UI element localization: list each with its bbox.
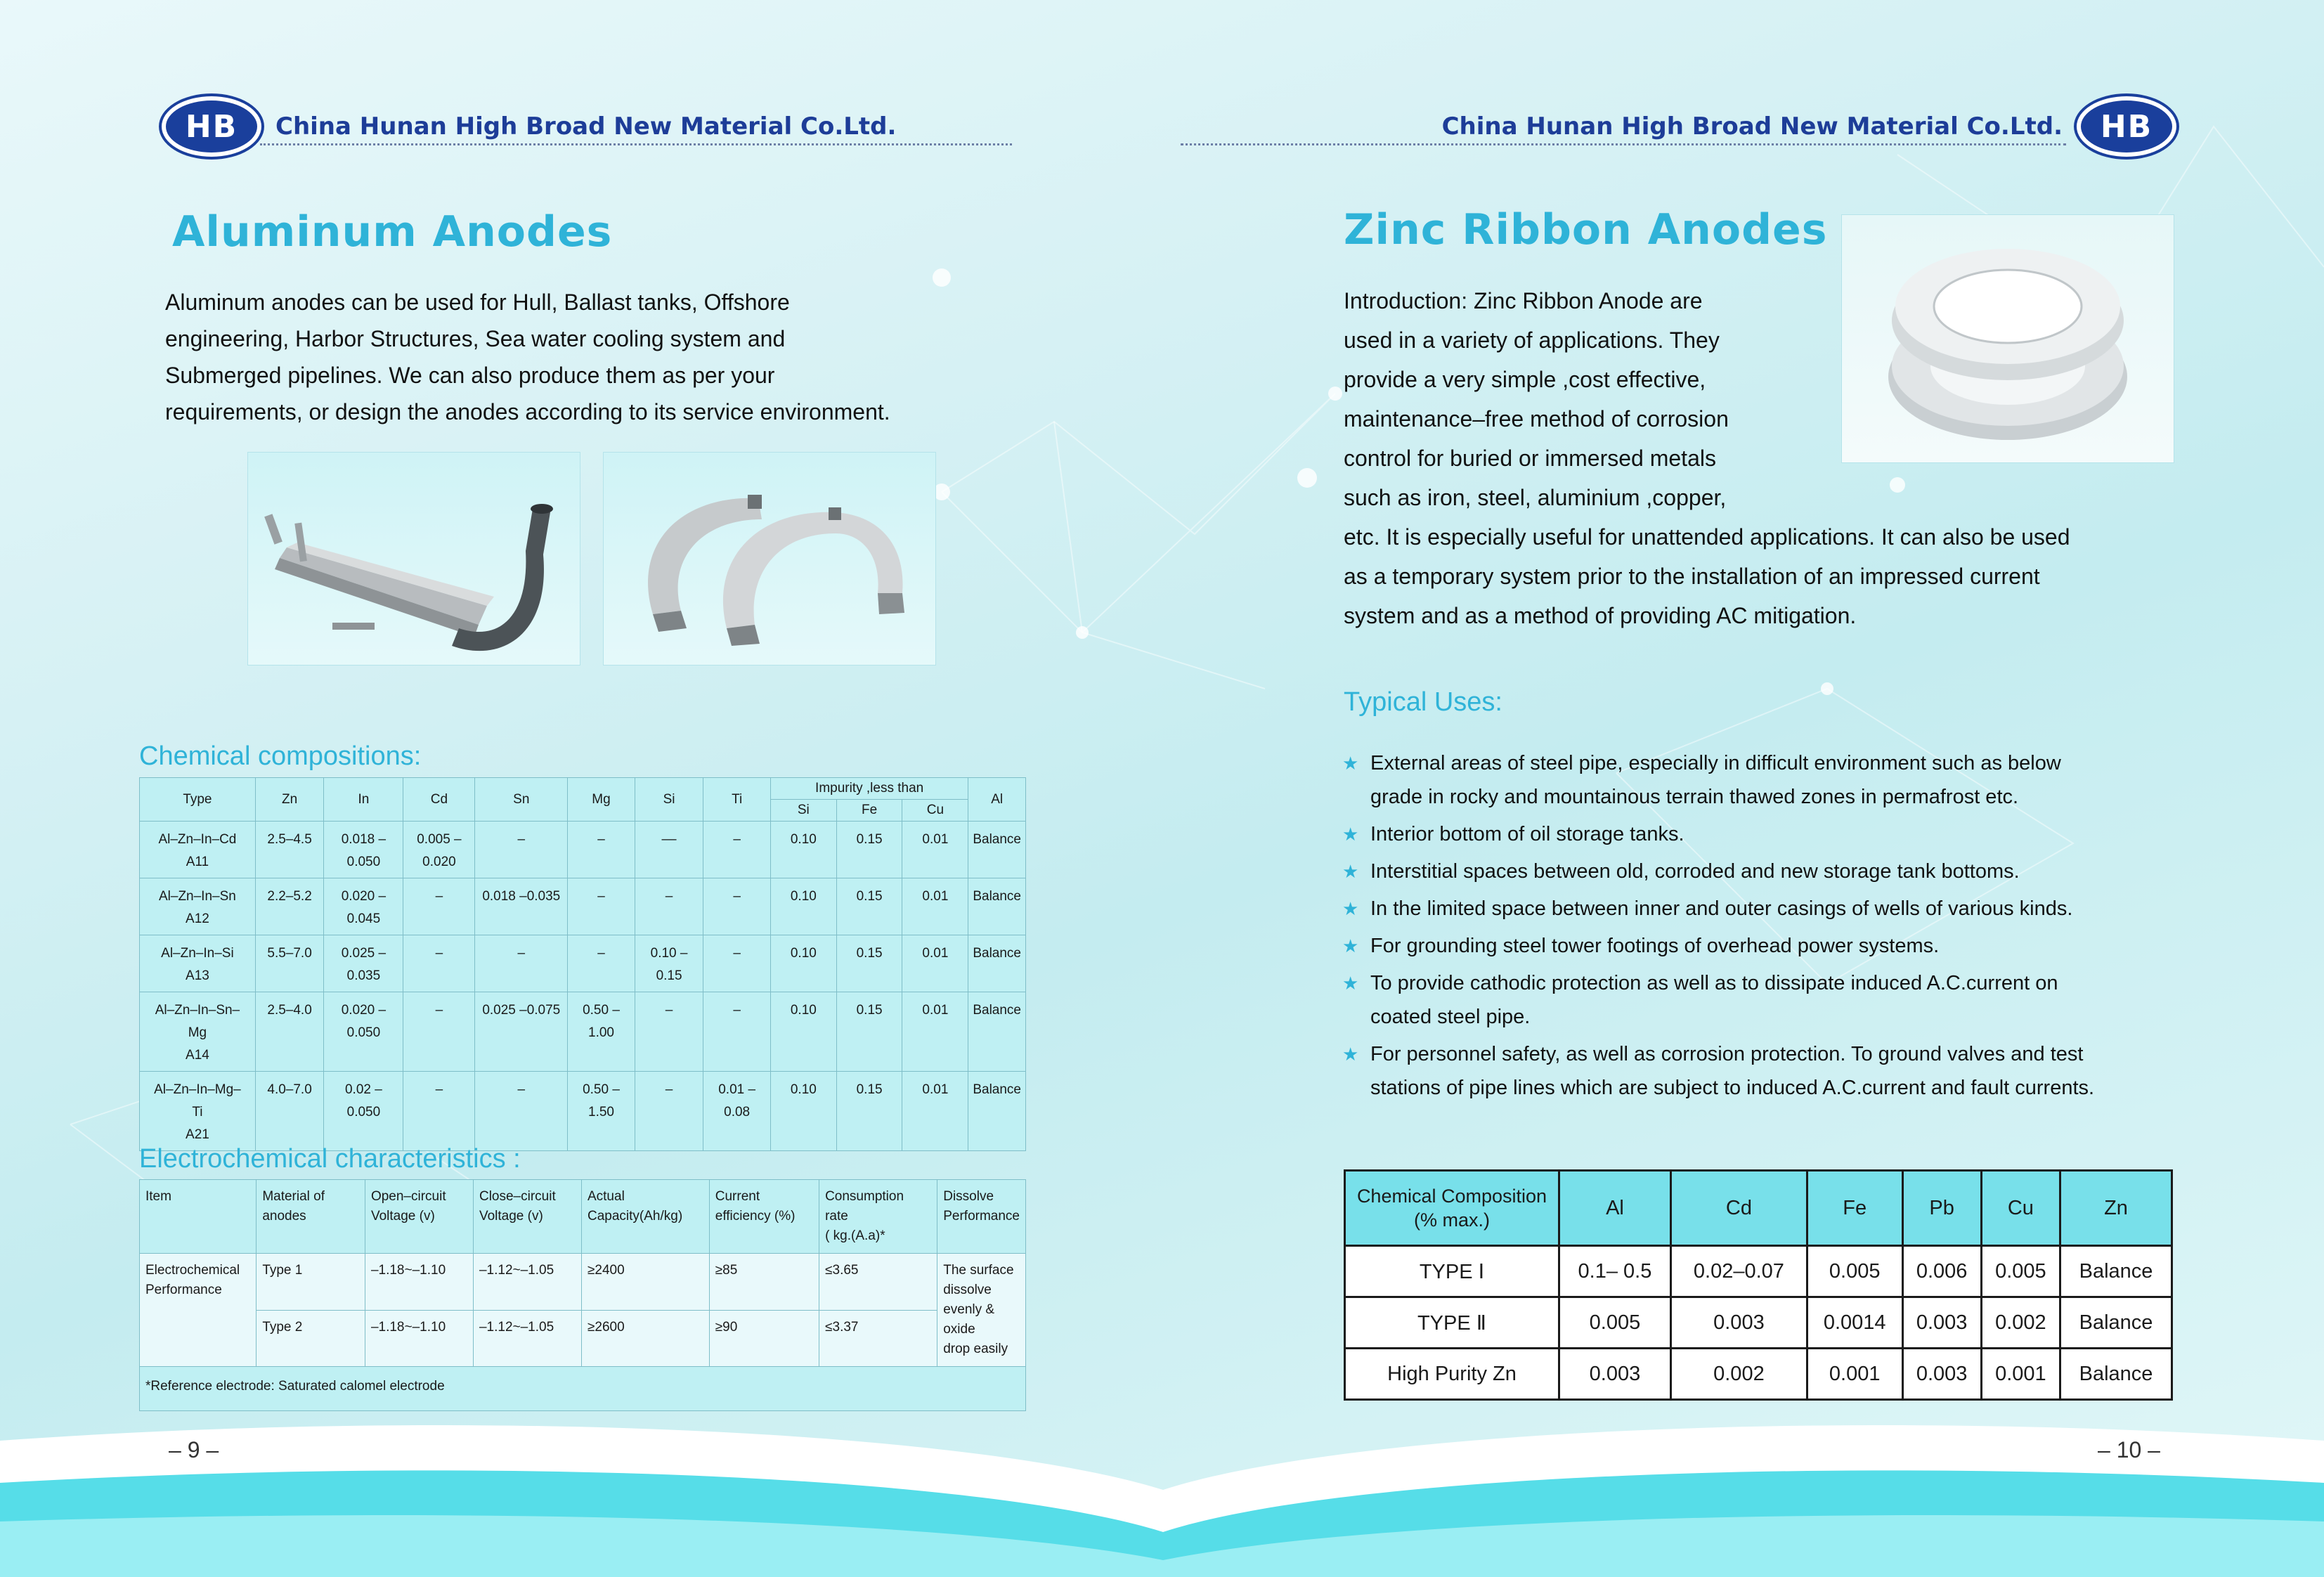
zinc-intro-wide	[1344, 517, 2187, 635]
list-item: ★ For personnel safety, as well as corrosion protection. To ground valves and test stations of pipe lines which are subject to induced A.C.current and fault currents.	[1342, 1037, 2186, 1105]
echem-cell: ≤3.37	[819, 1310, 937, 1367]
intro-line: etc. It is especially useful for unattended applications. It can also be used	[1344, 524, 2070, 550]
table-cell: –	[403, 878, 475, 935]
echem-cell: –1.18~–1.10	[365, 1254, 473, 1311]
table-header-row	[140, 778, 1026, 800]
star-bullet-icon: ★	[1342, 861, 1359, 882]
reference-electrode-note: *Reference electrode: Saturated calomel electrode	[140, 1367, 1026, 1411]
table-cell: –	[703, 822, 771, 878]
table-cell: 0.002	[1670, 1349, 1807, 1400]
intro-line: maintenance–free method of corrosion	[1344, 406, 1729, 431]
typical-uses-list	[1342, 746, 2186, 1108]
star-bullet-icon: ★	[1342, 824, 1359, 845]
table-cell: Balance	[2060, 1297, 2172, 1349]
col-mg: Mg	[568, 778, 635, 822]
electrochemical-table	[139, 1179, 1026, 1411]
list-item: ★ In the limited space between inner and outer casings of wells of various kinds.	[1342, 892, 2186, 926]
echem-row-type1	[140, 1254, 1026, 1311]
table-cell: 0.001	[1807, 1349, 1902, 1400]
star-bullet-icon: ★	[1342, 1044, 1359, 1065]
table-cell: –	[403, 935, 475, 992]
table-cell: –	[635, 1072, 703, 1151]
table-cell: 0.018 – 0.050	[324, 822, 403, 878]
col-impurity-si: Si	[770, 800, 836, 822]
table-cell: Balance	[968, 822, 1026, 878]
table-cell: 0.0014	[1807, 1297, 1902, 1349]
echem-cell: ≥2400	[581, 1254, 709, 1311]
zinc-col-cd: Cd	[1670, 1171, 1807, 1246]
echem-cell: Type 1	[257, 1254, 365, 1311]
electrochemical-label: Electrochemical characteristics :	[139, 1144, 521, 1174]
echem-cell: ≤3.65	[819, 1254, 937, 1311]
table-cell: 0.01	[902, 1072, 968, 1151]
star-bullet-icon: ★	[1342, 935, 1359, 956]
table-cell: 2.2–5.2	[255, 878, 324, 935]
intro-line: engineering, Harbor Structures, Sea water cooling system and	[165, 326, 786, 351]
table-cell: 0.003	[1902, 1349, 1981, 1400]
table-cell: 0.005	[1559, 1297, 1671, 1349]
table-row	[140, 992, 1026, 1072]
company-name-right: China Hunan High Broad New Material Co.Ltd.	[1441, 112, 2063, 141]
col-sn: Sn	[475, 778, 568, 822]
echem-col-material: Material of anodes	[257, 1180, 365, 1254]
intro-line: control for buried or immersed metals	[1344, 446, 1716, 471]
echem-cell: ≥90	[709, 1310, 819, 1367]
pipe-anode-photo	[247, 452, 580, 666]
zinc-header-row	[1345, 1171, 2172, 1246]
echem-col-capacity: Actual Capacity(Ah/kg)	[581, 1180, 709, 1254]
list-item: ★ For grounding steel tower footings of overhead power systems.	[1342, 929, 2186, 963]
list-item: ★ Interstitial spaces between old, corroded and new storage tank bottoms.	[1342, 855, 2186, 888]
table-cell: Al–Zn–In–Sn– Mg A14	[140, 992, 256, 1072]
zinc-col-zn: Zn	[2060, 1171, 2172, 1246]
table-cell: 2.5–4.5	[255, 822, 324, 878]
zinc-composition-table	[1344, 1169, 2173, 1401]
bracelet-anode-photo	[603, 452, 936, 666]
table-cell: 0.50 – 1.50	[568, 1072, 635, 1151]
star-bullet-icon: ★	[1342, 973, 1359, 994]
echem-item-cell: Electrochemical Performance	[140, 1254, 257, 1367]
list-item: ★ External areas of steel pipe, especially in difficult environment such as below grade in rocky and mountainous terrain thawed zones in permafrost etc.	[1342, 746, 2186, 814]
echem-col-open-circuit: Open–circuit Voltage (v)	[365, 1180, 473, 1254]
zinc-ribbon-image	[1842, 215, 2174, 462]
table-cell: 0.15	[836, 935, 902, 992]
company-logo-right: HB	[2077, 96, 2176, 157]
echem-cell: –1.12~–1.05	[473, 1310, 581, 1367]
company-name-left: China Hunan High Broad New Material Co.Ltd.	[275, 112, 897, 141]
table-row	[140, 1072, 1026, 1151]
zinc-col-fe: Fe	[1807, 1171, 1902, 1246]
table-cell: –	[475, 1072, 568, 1151]
table-cell: –	[703, 992, 771, 1072]
table-cell: Balance	[968, 878, 1026, 935]
intro-line: Introduction: Zinc Ribbon Anode are	[1344, 288, 1703, 313]
intro-line: used in a variety of applications. They	[1344, 327, 1720, 353]
table-cell: 0.01 – 0.08	[703, 1072, 771, 1151]
table-cell: High Purity Zn	[1345, 1349, 1559, 1400]
table-cell: ––	[635, 822, 703, 878]
table-cell: 0.003	[1902, 1297, 1981, 1349]
table-cell: 0.10	[770, 822, 836, 878]
table-cell: 0.15	[836, 878, 902, 935]
header-rule-right	[1181, 143, 2066, 145]
table-cell: –	[568, 878, 635, 935]
bracelet-anode-image	[604, 453, 935, 665]
table-cell: Balance	[2060, 1246, 2172, 1297]
chem-compositions-label: Chemical compositions:	[139, 741, 422, 771]
echem-col-dissolve: Dissolve Performance	[937, 1180, 1026, 1254]
left-header	[162, 98, 896, 155]
col-impurity-cu: Cu	[902, 800, 968, 822]
table-cell: 5.5–7.0	[255, 935, 324, 992]
echem-cell: –1.18~–1.10	[365, 1310, 473, 1367]
table-cell: 0.10	[770, 878, 836, 935]
col-si: Si	[635, 778, 703, 822]
table-cell: 0.01	[902, 992, 968, 1072]
table-cell: 0.01	[902, 878, 968, 935]
table-cell: 4.0–7.0	[255, 1072, 324, 1151]
table-cell: –	[568, 822, 635, 878]
table-cell: 0.10	[770, 1072, 836, 1151]
table-cell: 0.025 –0.075	[475, 992, 568, 1072]
table-cell: 0.018 –0.035	[475, 878, 568, 935]
zinc-ribbon-title: Zinc Ribbon Anodes	[1344, 205, 1828, 254]
table-cell: Balance	[968, 992, 1026, 1072]
table-cell: 0.005	[1807, 1246, 1902, 1297]
table-cell: 0.15	[836, 992, 902, 1072]
table-cell: 0.006	[1902, 1246, 1981, 1297]
page-number-10: – 10 –	[2098, 1437, 2160, 1462]
echem-col-close-circuit: Close–circuit Voltage (v)	[473, 1180, 581, 1254]
table-cell: Al–Zn–In–Cd A11	[140, 822, 256, 878]
table-row	[140, 878, 1026, 935]
table-row	[1345, 1297, 2172, 1349]
intro-line: Submerged pipelines. We can also produce them as per your	[165, 363, 775, 388]
table-cell: 0.02–0.07	[1670, 1246, 1807, 1297]
col-type: Type	[140, 778, 256, 822]
star-bullet-icon: ★	[1342, 898, 1359, 919]
col-ti: Ti	[703, 778, 771, 822]
table-cell: 0.10 – 0.15	[635, 935, 703, 992]
right-header	[1442, 98, 2176, 155]
header-rule-left	[260, 143, 1012, 145]
table-cell: 0.10	[770, 935, 836, 992]
table-cell: –	[403, 992, 475, 1072]
table-cell: 0.003	[1670, 1297, 1807, 1349]
echem-row-type2	[140, 1310, 1026, 1367]
zinc-intro-narrow	[1344, 281, 1822, 517]
col-in: In	[324, 778, 403, 822]
table-cell: –	[475, 935, 568, 992]
table-cell: TYPE Ⅱ	[1345, 1297, 1559, 1349]
table-cell: –	[703, 878, 771, 935]
aluminum-anodes-title: Aluminum Anodes	[172, 207, 613, 257]
table-cell: Balance	[2060, 1349, 2172, 1400]
zinc-col-cu: Cu	[1981, 1171, 2060, 1246]
intro-line: provide a very simple ,cost effective,	[1344, 367, 1706, 392]
table-cell: 0.002	[1981, 1297, 2060, 1349]
echem-col-consumption: Consumption rate ( kg.(A.a)*	[819, 1180, 937, 1254]
zinc-col-al: Al	[1559, 1171, 1671, 1246]
echem-col-item: Item	[140, 1180, 257, 1254]
col-al: Al	[968, 778, 1026, 822]
table-cell: Al–Zn–In–Si A13	[140, 935, 256, 992]
table-cell: –	[403, 1072, 475, 1151]
table-cell: Al–Zn–In–Mg– Ti A21	[140, 1072, 256, 1151]
col-cd: Cd	[403, 778, 475, 822]
chemical-composition-body	[140, 822, 1026, 1151]
echem-cell: –1.12~–1.05	[473, 1254, 581, 1311]
table-cell: 0.020 – 0.050	[324, 992, 403, 1072]
table-cell: 0.025 – 0.035	[324, 935, 403, 992]
table-cell: 0.003	[1559, 1349, 1671, 1400]
echem-note-row	[140, 1367, 1026, 1411]
table-cell: 0.1– 0.5	[1559, 1246, 1671, 1297]
table-cell: –	[703, 935, 771, 992]
table-row	[140, 822, 1026, 878]
page-number-9: – 9 –	[169, 1437, 219, 1462]
table-cell: –	[635, 878, 703, 935]
aluminum-intro	[165, 284, 1030, 430]
table-cell: 0.10	[770, 992, 836, 1072]
col-impurity: Impurity ,less than	[770, 778, 968, 800]
col-impurity-fe: Fe	[836, 800, 902, 822]
table-row	[1345, 1246, 2172, 1297]
table-cell: –	[635, 992, 703, 1072]
table-cell: 0.001	[1981, 1349, 2060, 1400]
table-cell: 0.01	[902, 935, 968, 992]
echem-cell: ≥85	[709, 1254, 819, 1311]
star-bullet-icon: ★	[1342, 753, 1359, 774]
pipe-anode-image	[248, 453, 580, 665]
echem-header-row	[140, 1180, 1026, 1254]
table-cell: 0.02 – 0.050	[324, 1072, 403, 1151]
table-cell: TYPE Ⅰ	[1345, 1246, 1559, 1297]
company-logo: HB	[162, 96, 261, 157]
zinc-ribbon-photo	[1841, 214, 2174, 463]
echem-cell: ≥2600	[581, 1310, 709, 1367]
table-row	[140, 935, 1026, 992]
chemical-composition-table	[139, 777, 1026, 1151]
intro-line: requirements, or design the anodes according to its service environment.	[165, 399, 890, 424]
echem-dissolve-cell: The surface dissolve evenly & oxide drop easily	[937, 1254, 1026, 1367]
table-cell: –	[568, 935, 635, 992]
table-cell: –	[475, 822, 568, 878]
table-cell: Al–Zn–In–Sn A12	[140, 878, 256, 935]
table-cell: 0.01	[902, 822, 968, 878]
intro-line: system and as a method of providing AC mitigation.	[1344, 603, 1857, 628]
intro-line: such as iron, steel, aluminium ,copper,	[1344, 485, 1727, 510]
table-cell: 0.15	[836, 822, 902, 878]
echem-cell: Type 2	[257, 1310, 365, 1367]
table-cell: 0.020 – 0.045	[324, 878, 403, 935]
table-cell: 2.5–4.0	[255, 992, 324, 1072]
table-cell: 0.50 – 1.00	[568, 992, 635, 1072]
table-cell: Balance	[968, 1072, 1026, 1151]
table-cell: 0.005	[1981, 1246, 2060, 1297]
typical-uses-label: Typical Uses:	[1344, 687, 1502, 717]
intro-line: as a temporary system prior to the installation of an impressed current	[1344, 564, 2040, 589]
intro-line: Aluminum anodes can be used for Hull, Ballast tanks, Offshore	[165, 290, 790, 315]
echem-col-efficiency: Current efficiency (%)	[709, 1180, 819, 1254]
zinc-composition-body	[1345, 1246, 2172, 1400]
table-cell: 0.005 – 0.020	[403, 822, 475, 878]
table-cell: Balance	[968, 935, 1026, 992]
col-zn: Zn	[255, 778, 324, 822]
table-cell: 0.15	[836, 1072, 902, 1151]
table-row	[1345, 1349, 2172, 1400]
list-item: ★ To provide cathodic protection as well as to dissipate induced A.C.current on coated steel pipe.	[1342, 966, 2186, 1034]
zinc-col-composition: Chemical Composition (% max.)	[1345, 1171, 1559, 1246]
zinc-col-pb: Pb	[1902, 1171, 1981, 1246]
list-item: ★ Interior bottom of oil storage tanks.	[1342, 817, 2186, 851]
